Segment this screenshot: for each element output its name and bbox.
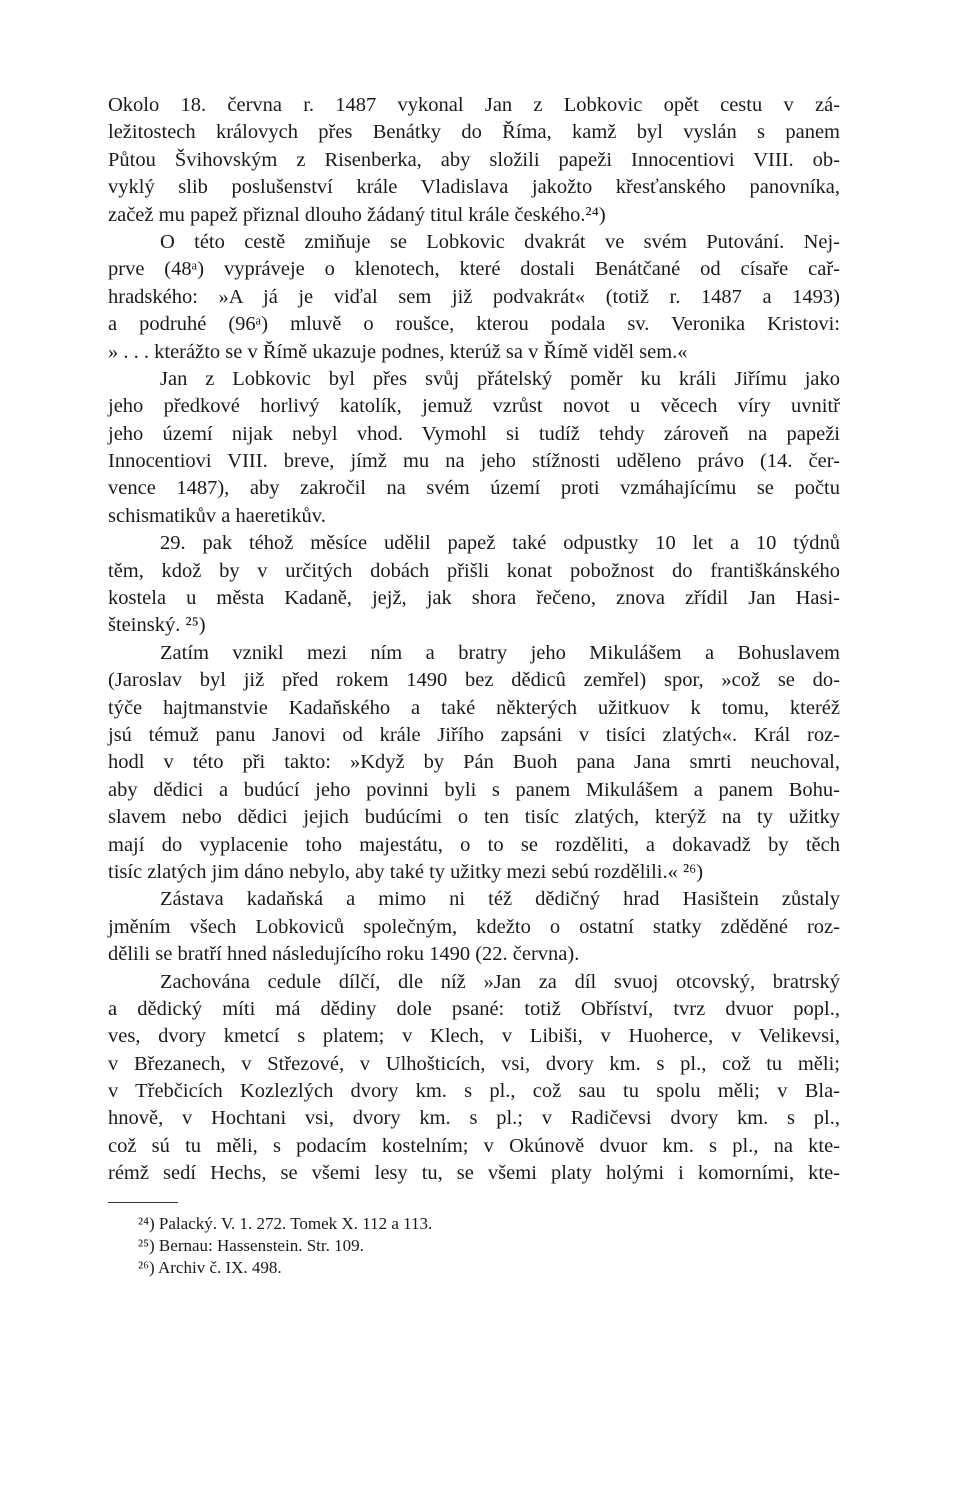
text-line: v Třebčicích Kozlezlých dvory km. s pl., což sau tu spolu měli; v Bla- [108,1080,840,1103]
text-line: 29. pak téhož měsíce udělil papež také odpustky 10 let a 10 týdnů [160,532,840,555]
text-line: Půtou Švihovským z Risenberka, aby složili papeži Innocentiovi VIII. ob- [108,148,840,171]
text-line: ves, dvory kmetcí s platem; v Klech, v Libiši, v Huoherce, v Velikevsi, [108,1025,840,1048]
text-line: týče hajtmanstvie Kadaňského a také některých užitkuov k tomu, kteréž [108,696,840,719]
footnotes [108,1213,840,1279]
footnote: ²⁵) Bernau: Hassenstein. Str. 109. [138,1235,364,1255]
text-line: schismatikův a haeretikův. [108,504,326,527]
text-line: (Jaroslav byl již před rokem 1490 bez dědicû zemřel) spor, »což se do- [108,669,840,692]
text-line: ležitostech královych přes Benátky do Říma, kamž byl vyslán s panem [108,121,840,144]
text-line: rémž sedí Hechs, se všemi lesy tu, se všemi platy holými i komorními, kte- [108,1162,840,1185]
text-line: tisíc zlatých jim dáno nebylo, aby také ty užitky mezi sebú rozdělili.« ²⁶) [108,860,704,883]
text-line: hradského: »A já je viďal sem již podvakrát« (totiž r. 1487 a 1493) [108,285,840,308]
text-line: jeho území nijak nebyl vhod. Vymohl si tudíž tehdy zároveň na papeži [108,422,840,445]
document-page [108,92,840,1279]
text-line: šteinský. ²⁵) [108,614,206,637]
text-line: jměním všech Lobkoviců společným, kdežto o ostatní statky zděděné roz- [108,915,840,938]
text-line: jsú témuž panu Janovi od krále Jiřího zapsáni v tisíci zlatých«. Král roz- [108,723,840,746]
text-line: Okolo 18. června r. 1487 vykonal Jan z Lobkovic opět cestu v zá- [108,94,840,116]
body-text [108,92,840,1188]
footnote-divider [108,1202,178,1203]
text-line: Jan z Lobkovic byl přes svůj přátelský poměr ku králi Jiřímu jako [160,367,840,390]
text-line: Zatím vznikl mezi ním a bratry jeho Mikulášem a Bohuslavem [160,641,840,664]
text-line: dělili se bratří hned následujícího roku 1490 (22. června). [108,943,580,966]
text-line: hodl v této při takto: »Když by Pán Buoh pana Jana smrti neuchoval, [108,751,840,774]
text-line: začež mu papež přiznal dlouho žádaný titul krále českého.²⁴) [108,203,606,226]
text-line: v Březanech, v Střezové, v Ulhošticích, vsi, dvory km. s pl., což tu měli; [108,1052,840,1075]
text-line: Zástava kadaňská a mimo ni též dědičný hrad Hasištein zůstaly [160,888,840,911]
text-line: jeho předkové horlivý katolík, jemuž vzrůst novot u věcech víry uvnitř [108,395,840,418]
text-line: vence 1487), aby zakročil na svém území proti vzmáhajícímu se počtu [108,477,840,500]
text-line: aby dědici a budúcí jeho povinni byli s panem Mikulášem a panem Bohu- [108,778,840,801]
footnote: ²⁶) Archiv č. IX. 498. [138,1257,282,1277]
text-line: prve (48ᵃ) vypráveje o klenotech, které dostali Benátčané od císaře cař- [108,258,840,281]
text-line: a podruhé (96ᵃ) mluvě o roušce, kterou podala sv. Veronika Kristovi: [108,313,840,336]
text-line: Innocentiovi VIII. breve, jímž mu na jeho stížnosti uděleno právo (14. čer- [108,450,840,473]
text-line: slavem nebo dědici jejich budúcími o ten tisíc zlatých, kterýž na ty užitky [108,806,840,829]
text-line: a dědický míti má dědiny dole psané: totiž Obříství, tvrz dvuor popl., [108,997,840,1020]
footnote: ²⁴) Palacký. V. 1. 272. Tomek X. 112 a 113. [138,1213,433,1233]
text-line: O této cestě zmiňuje se Lobkovic dvakrát ve svém Putování. Nej- [160,230,840,253]
text-line: Zachována cedule dílčí, dle níž »Jan za díl svuoj otcovský, bratrský [160,970,840,993]
text-line: vyklý slib poslušenství krále Vladislava jakožto křesťanského panovníka, [108,176,840,199]
text-line: » . . . kterážto se v Římě ukazuje podnes, kterúž sa v Římě viděl sem.« [108,340,688,363]
text-line: což sú tu měli, s podacím kostelním; v Okúnově dvuor km. s pl., na kte- [108,1134,840,1157]
text-line: těm, kdož by v určitých dobách přišli konat pobožnost do františkánského [108,559,840,582]
text-line: mají do vyplacenie toho majestátu, o to se rozděliti, a dokavadž by těch [108,833,840,856]
text-line: hnově, v Hochtani vsi, dvory km. s pl.; v Radičevsi dvory km. s pl., [108,1107,840,1130]
text-line: kostela u města Kadaně, jejž, jak shora řečeno, znova zřídil Jan Hasi- [108,587,840,610]
